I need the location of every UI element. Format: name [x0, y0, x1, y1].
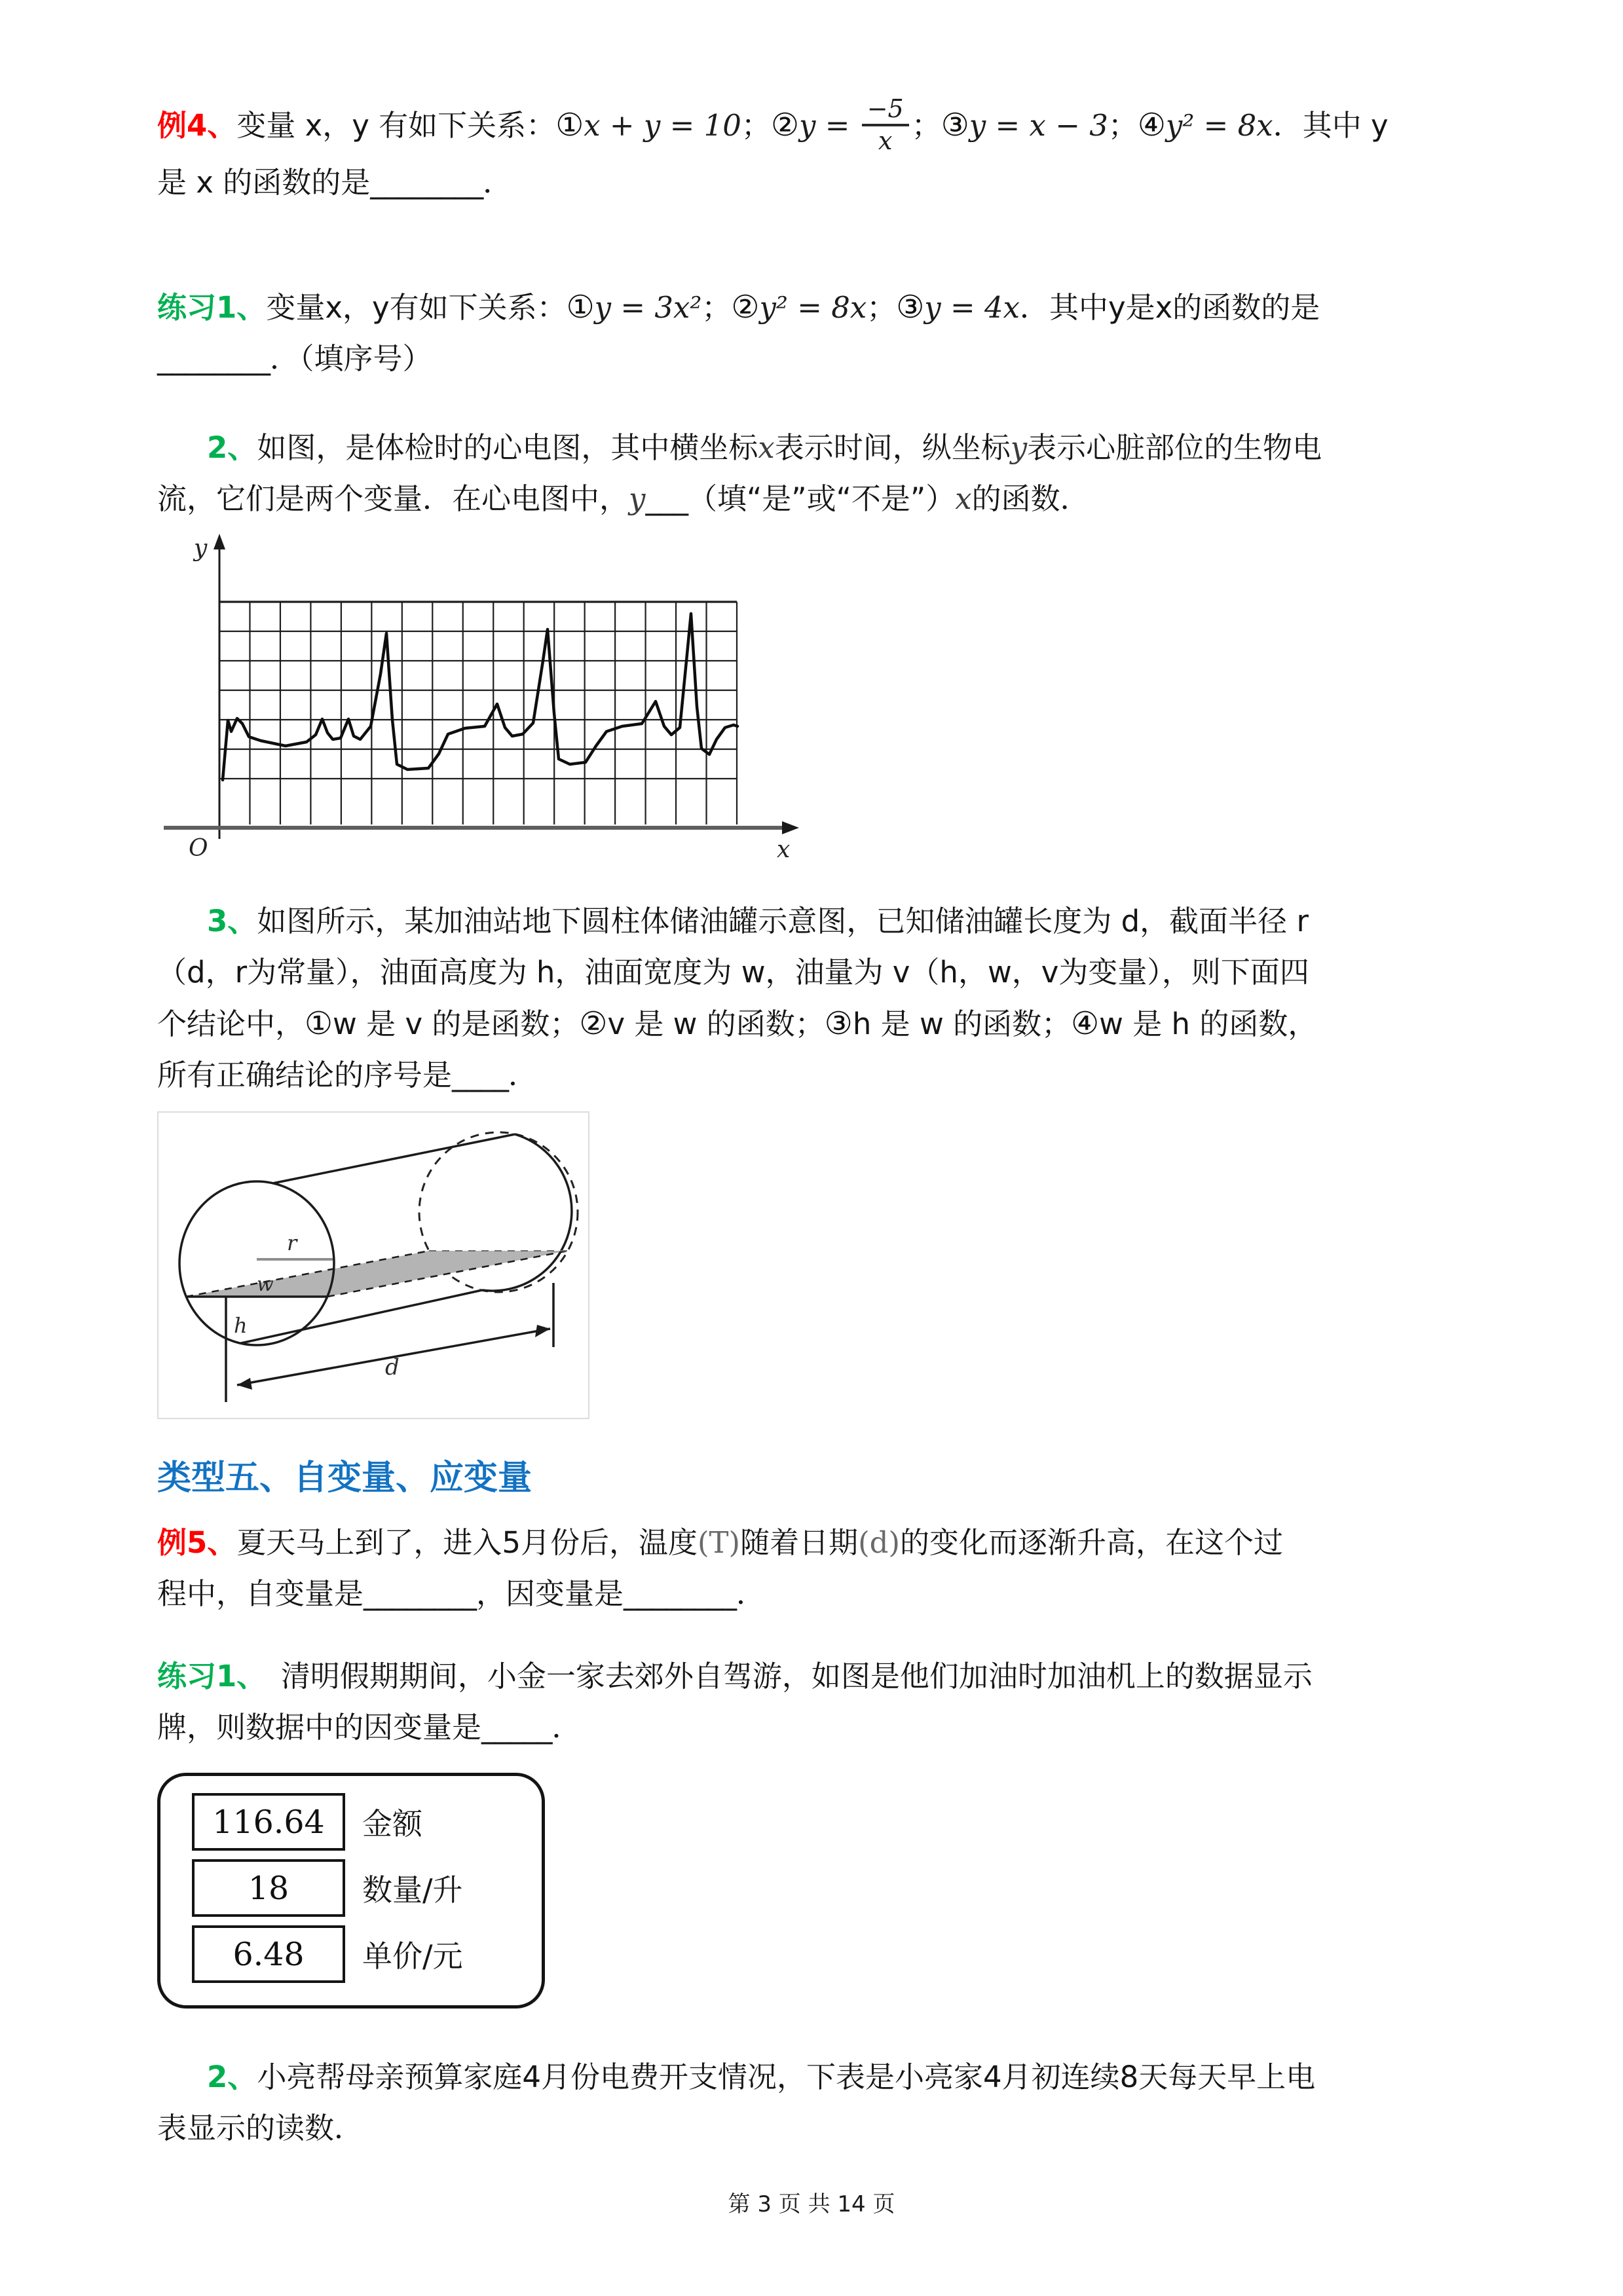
separator: ；	[867, 290, 897, 325]
text-run: ．	[483, 165, 513, 200]
total-pages: 14	[837, 2191, 866, 2217]
text-run: 流，它们是两个变量．在心电图中，	[157, 481, 629, 517]
text-run: 表示心脏部位的生物电	[1027, 430, 1322, 466]
circled-2-icon: ②	[579, 1005, 608, 1043]
amount-label: 金额	[362, 1806, 422, 1842]
fraction-numerator: −5	[862, 96, 909, 126]
variable-d: (d)	[858, 1525, 901, 1561]
text-run: 如图，是体检时的心电图，其中横坐标	[257, 430, 758, 466]
footer-text: 页	[865, 2191, 895, 2217]
example-5	[157, 1517, 1470, 1620]
circled-1-icon: ①	[305, 1005, 333, 1043]
formula-1: x + y = 10	[584, 108, 741, 143]
text-run: 夏天马上到了，进入5月份后，温度	[236, 1525, 698, 1561]
formula-4: y² = 8x	[1165, 108, 1273, 143]
text-run: 变量 x，y 有如下关系：	[236, 108, 556, 143]
origin-label: O	[189, 835, 208, 861]
circled-3-icon: ③	[896, 289, 925, 326]
oil-tank-diagram	[157, 1111, 589, 1419]
formula-2-prefix: y =	[798, 108, 859, 143]
text-run: ．	[551, 1710, 582, 1745]
page-content	[157, 94, 1470, 2154]
item-2-ecg	[157, 422, 1470, 525]
quantity-value: 18	[192, 1859, 345, 1917]
separator: ；	[701, 290, 732, 325]
variable-y: y	[1010, 430, 1028, 466]
circled-2-icon: ②	[770, 107, 799, 144]
footer-text: 第	[728, 2191, 758, 2217]
variable-x: x	[955, 481, 972, 517]
text-run: ．其中y是x的函数的是	[1020, 290, 1320, 325]
fraction	[862, 96, 909, 155]
text-run: 个结论中，	[157, 1007, 305, 1042]
page-number: 3	[757, 2191, 772, 2217]
ecg-figure	[157, 530, 1470, 863]
text-run: 程中，自变量是	[157, 1576, 364, 1612]
unit-price-value: 6.48	[192, 1925, 345, 1983]
x-axis-label: x	[777, 836, 791, 861]
oil-tank-figure	[157, 1111, 1470, 1422]
section-heading: 类型五、自变量、应变量	[157, 1458, 532, 1498]
variable-x: x	[758, 430, 775, 466]
example-5-label: 例5、	[157, 1525, 237, 1561]
text-run: 变量x，y有如下关系：	[266, 290, 567, 325]
blank-line: ________	[364, 1576, 477, 1612]
fuel-pump-display	[157, 1773, 545, 2009]
text-run: ．（填序号）	[270, 341, 432, 377]
formula-1: y = 3x²	[594, 290, 702, 325]
text-run: h 是 w 的函数；	[852, 1007, 1072, 1042]
practice-5-1-label: 练习1、	[157, 1659, 252, 1694]
y-axis-label: y	[194, 535, 208, 563]
radius-label: r	[287, 1231, 297, 1256]
text-run: ，因变量是	[476, 1576, 624, 1612]
circled-4-icon: ④	[1137, 107, 1166, 144]
text-run: 牌，则数据中的因变量是	[157, 1710, 482, 1745]
practice-5-1	[157, 1651, 1470, 1753]
text-run: w 是 v 的是函数；	[333, 1007, 580, 1042]
amount-value: 116.64	[192, 1793, 345, 1851]
x-axis-arrow-icon	[782, 821, 799, 834]
text-run: （d，r为常量），油面高度为 h，油面宽度为 w，油量为 v（h，w，v为变量），则下面四	[157, 955, 1309, 990]
circled-4-icon: ④	[1071, 1005, 1100, 1043]
text-run: 是 x 的函数的是	[157, 165, 371, 200]
text-run: 随着日期	[740, 1525, 859, 1561]
circled-1-icon: ①	[555, 107, 584, 144]
text-run: ．	[736, 1576, 766, 1612]
unit-price-label: 单价/元	[362, 1938, 463, 1974]
blank-line: ________	[157, 341, 270, 377]
example-4-label: 例4、	[157, 108, 237, 143]
blank-line: ___	[645, 481, 688, 517]
formula-3: y = 4x	[924, 290, 1020, 325]
text-run: v 是 w 的函数；	[607, 1007, 825, 1042]
example-4	[157, 94, 1470, 208]
practice-1-label: 练习1、	[157, 290, 267, 325]
text-run: （填“是”或“不是”）	[687, 481, 956, 517]
width-label: w	[257, 1273, 274, 1297]
formula-2: y² = 8x	[759, 290, 867, 325]
text-run: 的函数．	[971, 481, 1090, 517]
item-2-number: 2、	[207, 2060, 257, 2095]
text-run: 所有正确结论的序号是	[157, 1058, 453, 1093]
item-2-number: 2、	[207, 430, 257, 466]
page-footer	[0, 2186, 1623, 2218]
text-run: 如图所示，某加油站地下圆柱体储油罐示意图，已知储油罐长度为 d，截面半径 r	[257, 904, 1309, 939]
circled-2-icon: ②	[731, 289, 760, 326]
ecg-chart	[157, 530, 806, 861]
length-label: d	[385, 1354, 400, 1381]
pump-row-unit-price	[192, 1925, 542, 1983]
blank-line: ____	[452, 1058, 509, 1093]
footer-text: 页 共	[771, 2191, 838, 2217]
separator: ；	[741, 108, 771, 143]
fraction-denominator: x	[878, 126, 893, 156]
variable-y: y	[629, 481, 646, 517]
circled-1-icon: ①	[566, 289, 595, 326]
circled-3-icon: ③	[824, 1005, 853, 1043]
text-run: 的变化而逐渐升高，在这个过	[900, 1525, 1284, 1561]
text-run: 清明假期期间，小金一家去郊外自驾游，如图是他们加油时加油机上的数据显示	[251, 1659, 1313, 1694]
practice-1	[157, 282, 1470, 384]
ecg-waveform	[223, 614, 737, 780]
quantity-label: 数量/升	[362, 1872, 463, 1908]
item-2-electric-meter	[157, 2052, 1470, 2154]
text-run: 表示时间，纵坐标	[774, 430, 1011, 466]
pump-row-amount	[192, 1793, 542, 1851]
item-3-oil-tank	[157, 896, 1470, 1101]
y-axis-arrow-icon	[214, 534, 225, 549]
blank-line: _____	[481, 1710, 552, 1745]
text-run: ．	[508, 1058, 538, 1093]
formula-3: y = x − 3	[969, 108, 1108, 143]
variable-T: (T)	[697, 1525, 741, 1561]
blank-line: ________	[624, 1576, 737, 1612]
separator: ；	[1108, 108, 1138, 143]
text-run: 小亮帮母亲预算家庭4月份电费开支情况，下表是小亮家4月初连续8天每天早上电	[257, 2060, 1316, 2095]
separator: ；	[911, 108, 941, 143]
pump-row-quantity	[192, 1859, 542, 1917]
circled-3-icon: ③	[941, 107, 969, 144]
text-run: ．其中 y	[1273, 108, 1389, 143]
item-3-number: 3、	[207, 904, 257, 939]
text-run: 表显示的读数．	[157, 2111, 364, 2146]
blank-line: ________	[370, 165, 483, 200]
text-run: w 是 h 的函数，	[1099, 1007, 1318, 1042]
height-label: h	[234, 1313, 248, 1339]
